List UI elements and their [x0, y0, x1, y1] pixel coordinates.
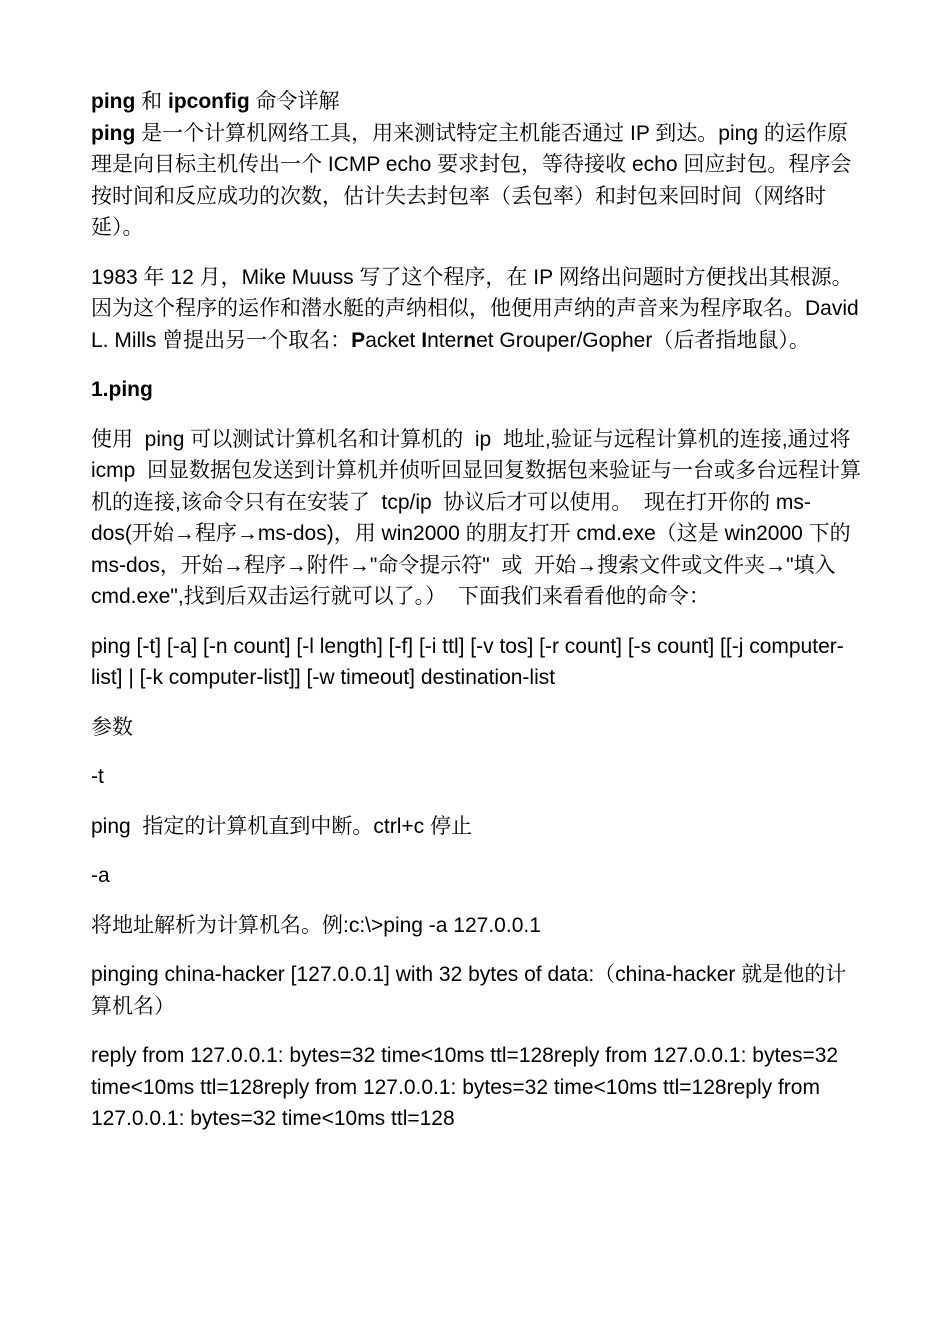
history-i-bold: I [421, 328, 428, 352]
intro-text: 是一个计算机网络工具，用来测试特定主机能否通过 IP 到达。ping 的运作原理是向目标主机传出一个 ICMP echo 要求封包，等待接收 echo 回应封包。程序会按时间和反应成功的次数，估计失去封包率（丢包率）和封包来回时间（网络时延）。 [91, 121, 852, 239]
pinging-output: pinging china-hacker [127.0.0.1] with 32 bytes of data:（china-hacker 就是他的计算机名） [91, 963, 847, 1018]
history-p-bold: P [351, 328, 366, 352]
intro-ping-bold: ping [91, 121, 136, 145]
title-ping: ping [91, 90, 136, 113]
intro-paragraph [91, 118, 867, 244]
title-and: 和 [135, 90, 168, 113]
option-a-description: 将地址解析为计算机名。例:c:\>ping -a 127.0.0.1 [91, 913, 541, 937]
usage-paragraph: 使用 ping 可以测试计算机名和计算机的 ip 地址,验证与远程计算机的连接,通过将 icmp 回显数据包发送到计算机并侦听回显回复数据包来验证与一台或多台远程计算机的连接,该命令只有在安装了 tcp/ip 协议后才可以使用。 现在打开你的 ms-dos(开始→程序→ms-dos)，用 win2000 的朋友打开 cmd.exe（这是 win2000 下的 ms-dos，开始→程序→附件→"命令提示符" 或 开始→搜索文件或文件夹→"填入 cmd.exe",找到后双击运行就可以了。） 下面我们来看看他的命令： [91, 427, 863, 608]
history-p-rest: acket [365, 328, 422, 352]
history-text: 1983 年 12 月，Mike Muuss 写了这个程序，在 IP 网络出问题时方便找出其根源。因为这个程序的运作和潜水艇的声纳相似，他便用声纳的声音来为程序取名。David L. Mills 曾提出另一个取名： [91, 265, 865, 352]
section-heading-ping: 1.ping [91, 378, 153, 401]
params-label: 参数 [91, 715, 133, 739]
option-t-description: ping 指定的计算机直到中断。ctrl+c 停止 [91, 814, 472, 838]
option-a: -a [91, 864, 110, 887]
history-paragraph [91, 262, 867, 357]
reply-output: reply from 127.0.0.1: bytes=32 time<10ms ttl=128reply from 127.0.0.1: bytes=32 time<10ms ttl=128reply from 127.0.0.1: bytes=32 time<10ms ttl=128reply from 127.0.0.1: bytes=32 time<10ms ttl=128 [91, 1044, 844, 1130]
syntax-paragraph: ping [-t] [-a] [-n count] [-l length] [-f] [-i ttl] [-v tos] [-r count] [-s count] [[-j computer-list] | [-k computer-list]] [-w timeout] destination-list [91, 634, 844, 689]
option-t: -t [91, 765, 104, 788]
document-title [91, 86, 867, 118]
history-n-rest: et Grouper/Gopher（后者指地鼠）。 [476, 328, 810, 352]
history-i-rest: nter [427, 328, 464, 352]
title-rest: 命令详解 [249, 90, 340, 113]
history-n-bold: n [463, 328, 477, 352]
title-ipconfig: ipconfig [168, 90, 250, 113]
document-page [91, 86, 867, 1153]
